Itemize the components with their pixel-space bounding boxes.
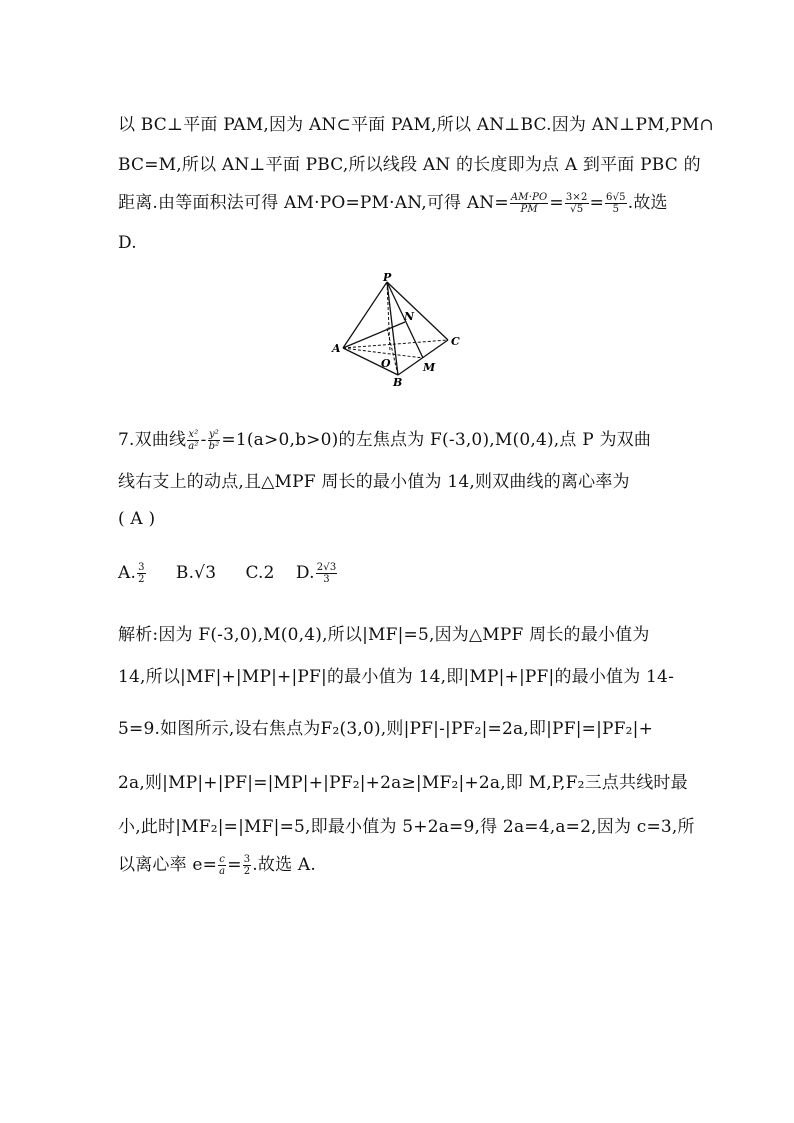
option-a: A. $\frac{3}{2}$ [118, 562, 145, 585]
line3-prefix: 距离.由等面积法可得 AM·PO=PM·AN,可得 AN= [118, 193, 509, 213]
question7-answer: ( A ) [118, 509, 156, 529]
paragraph1-line1: 以 BC⊥平面 PAM,因为 AN⊂平面 PAM,所以 AN⊥BC.因为 AN⊥PM,PM∩ [118, 115, 714, 135]
question7-line1: 7.双曲线 $\frac{\text{x²}}{\text{a²}}$ - $\frac{\text{y²}}{\text{b²}}$ =1(a>0,b>0)的左焦点为 F(-3,0),M(0,4),点 P 为双曲 [118, 429, 652, 452]
line3-suffix: .故选 [627, 193, 668, 213]
question7-line2: 线右支上的动点,且△MPF 周长的最小值为 14,则双曲线的离心率为 [118, 472, 630, 492]
solution-line5: 小,此时|MF₂|=|MF|=5,即最小值为 5+2a=9,得 2a=4,a=2,因为 c=3,所 [118, 817, 695, 837]
label-b: B [393, 376, 403, 387]
paragraph1-line3: 距离.由等面积法可得 AM·PO=PM·AN,可得 AN= $\frac{AM\cdot PO}{PM}$ = $\frac{3\times 2}{√5}$ = $\frac{6√5}{5}$ .故选 [118, 192, 668, 215]
options-row [118, 562, 338, 585]
fraction-am-po-over-pm: $\frac{AM\cdot PO}{PM}$ [510, 192, 548, 215]
label-m: M [423, 361, 436, 374]
option-b: B.√3 [175, 563, 217, 583]
pyramid-figure [330, 272, 465, 387]
option-c: C.2 [245, 563, 275, 583]
label-a: A [332, 342, 341, 355]
option-d: D. $\frac{2√3}{3}$ [295, 562, 337, 585]
fraction-c-over-a: $\frac{c}{a}$ [219, 854, 226, 877]
paragraph1-line4: D. [118, 233, 137, 253]
paragraph1-line2: BC=M,所以 AN⊥平面 PBC,所以线段 AN 的长度即为点 A 到平面 PBC 的 [118, 155, 701, 175]
fraction-x2-over-a2: $\frac{\text{x²}}{\text{a²}}$ [188, 429, 199, 452]
label-p: P [383, 272, 392, 284]
fraction-6sqrt5-over-5: $\frac{6√5}{5}$ [606, 192, 626, 215]
solution-line2: 14,所以|MF|+|MP|+|PF|的最小值为 14,即|MP|+|PF|的最小值为 14- [118, 667, 675, 687]
solution-line1: 解析:因为 F(-3,0),M(0,4),所以|MF|=5,因为△MPF 周长的最小值为 [118, 625, 650, 645]
label-c: C [451, 335, 460, 348]
solution-line6: 以离心率 e= $\frac{c}{a}$ = $\frac{3}{2}$ .故选 A. [118, 854, 316, 877]
fraction-3-over-2: $\frac{3}{2}$ [243, 854, 251, 877]
solution-line4: 2a,则|MP|+|PF|=|MP|+|PF₂|+2a≥|MF₂|+2a,即 M,P,F₂三点共线时最 [118, 773, 688, 793]
label-n: N [404, 310, 415, 323]
fraction-y2-over-b2: $\frac{\text{y²}}{\text{b²}}$ [208, 429, 220, 452]
edge-pc [387, 282, 448, 340]
label-o: O [381, 357, 391, 370]
fraction-3x2-over-sqrt5: $\frac{3\times 2}{√5}$ [565, 192, 588, 215]
solution-line3: 5=9.如图所示,设右焦点为F₂(3,0),则|PF|-|PF₂|=2a,即|PF|=|PF₂|+ [118, 719, 654, 739]
